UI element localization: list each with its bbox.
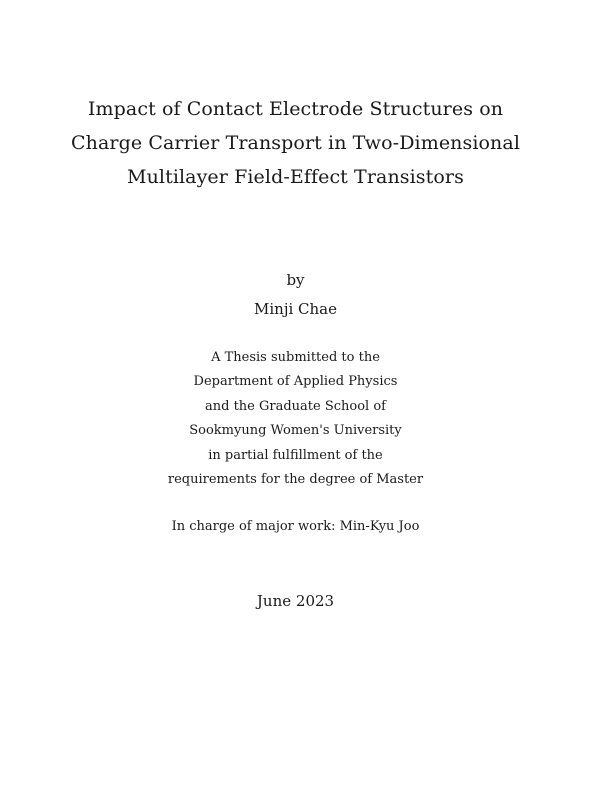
thesis-title xyxy=(0,92,591,194)
thesis-line-5: in partial fulfillment of the xyxy=(208,447,383,463)
submission-date: June 2023 xyxy=(256,592,335,610)
thesis-line-3: and the Graduate School of xyxy=(205,398,386,414)
author-name: Minji Chae xyxy=(254,300,337,318)
title-line-1: Impact of Contact Electrode Structures on xyxy=(87,98,504,120)
title-line-3: Multilayer Field-Effect Transistors xyxy=(127,166,464,188)
by-label: by xyxy=(286,271,305,289)
thesis-line-1: A Thesis submitted to the xyxy=(211,350,380,365)
advisor-line: In charge of major work: Min-Kyu Joo xyxy=(171,519,420,534)
title-line-2: Charge Carrier Transport in Two-Dimensional xyxy=(70,132,521,154)
thesis-line-2: Department of Applied Physics xyxy=(193,374,398,390)
thesis-line-6: requirements for the degree of Master xyxy=(167,472,424,488)
thesis-statement xyxy=(0,346,591,492)
thesis-line-4: Sookmyung Women's University xyxy=(189,423,402,439)
